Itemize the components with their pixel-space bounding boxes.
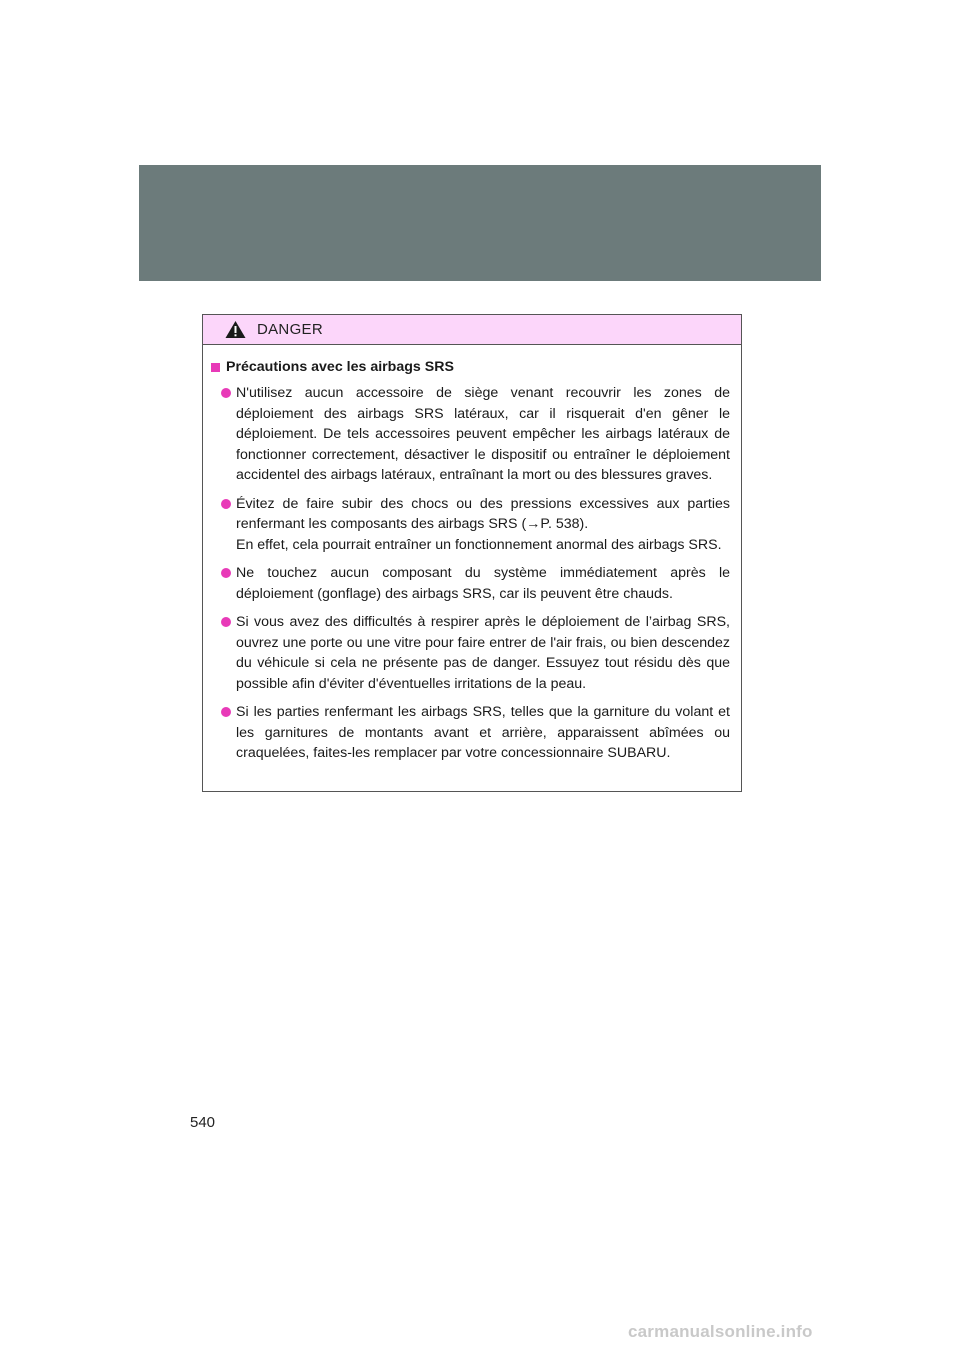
list-item [236, 612, 730, 694]
list-item-text: N'utilisez aucun accessoire de siège venant recouvrir les zones de déploiement des airbags SRS latéraux, car il risquerait d'en gêner le déploiement. De tels accessoires peuvent empêcher les airbags latéraux de fonctionner correctement, désactiver le dispositif ou entraîner le déploiement accidentel des airbags latéraux, entraînant la mort ou des blessures graves. [236, 385, 730, 483]
danger-box [202, 314, 742, 792]
watermark: carmanualsonline.info [628, 1322, 813, 1341]
list-item [236, 563, 730, 604]
list-item [236, 702, 730, 764]
page-number: 540 [190, 1114, 216, 1131]
list-item [236, 383, 730, 486]
bullet-icon [221, 388, 231, 398]
list-item-text: Si les parties renfermant les airbags SRS, telles que la garniture du volant et les garnitures de montants avant et arrière, apparaissent abîmées ou craquelées, faites-les remplacer par votre concessionnaire SUBARU. [236, 704, 730, 761]
header-band [139, 165, 821, 281]
danger-item-list [203, 383, 741, 764]
danger-header [203, 315, 741, 345]
list-item-text: Évitez de faire subir des chocs ou des pressions excessives aux parties renfermant les composants des airbags SRS (→P. 538). [236, 495, 730, 532]
warning-triangle-icon [225, 320, 246, 339]
list-item [236, 494, 730, 556]
bullet-icon [221, 707, 231, 717]
danger-title: DANGER [257, 321, 323, 338]
bullet-icon [221, 568, 231, 578]
list-item-text: Si vous avez des difficultés à respirer après le déploiement de l’airbag SRS, ouvrez une porte ou une vitre pour faire entrer de l'air frais, ou bien descendez du véhicule si cela ne présente pas de danger. Essuyez tout résidu dès que possible afin d'éviter d'éventuelles irritations de la peau. [236, 614, 730, 692]
bullet-icon [221, 499, 231, 509]
section-heading-text: Précautions avec les airbags SRS [226, 359, 454, 375]
list-item-text: Ne touchez aucun composant du système immédiatement après le déploiement (gonflage) des airbags SRS, car ils peuvent être chauds. [236, 565, 730, 602]
square-bullet-icon [211, 363, 220, 372]
section-heading [211, 359, 741, 375]
list-item-continuation: En effet, cela pourrait entraîner un fonctionnement anormal des airbags SRS. [236, 536, 722, 553]
bullet-icon [221, 617, 231, 627]
